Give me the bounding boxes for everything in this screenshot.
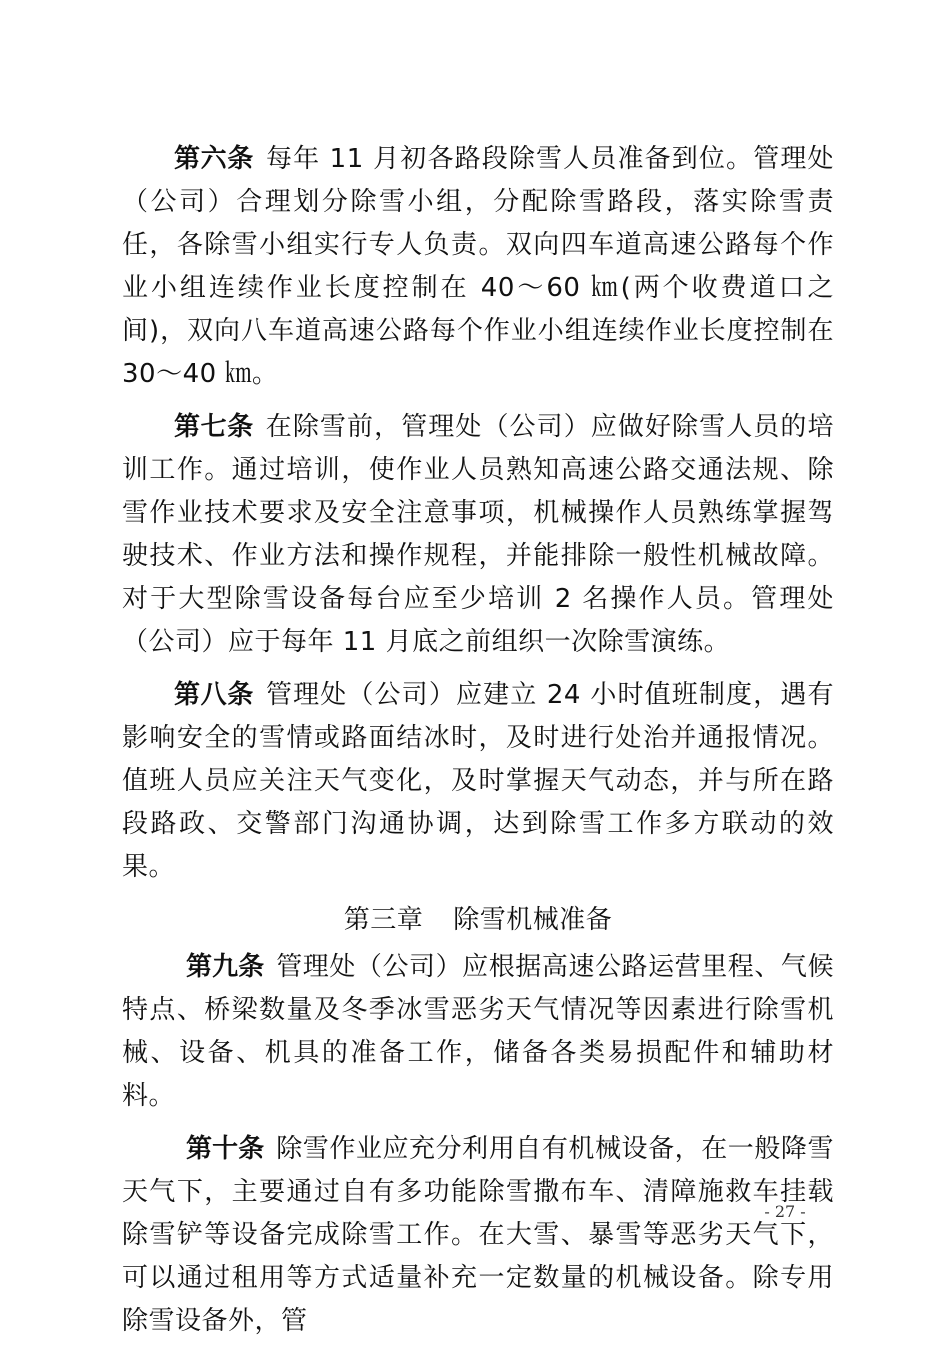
article-8 [122,674,834,889]
page-number: - 27 - [764,1202,806,1221]
article-label: 第六条 [174,144,254,174]
article-text: 在除雪前，管理处（公司）应做好除雪人员的培训工作。通过培训，使作业人员熟知高速公路交通法规、除雪作业技术要求及安全注意事项，机械操作人员熟练掌握驾驶技术、作业方法和操作规程，并能排除一般性机械故障。对于大型除雪设备每台应至少培训 2 名操作人员。管理处（公司）应于每年 11 月底之前组织一次除雪演练。 [122,412,834,657]
article-text: 管理处（公司）应建立 24 小时值班制度，遇有影响安全的雪情或路面结冰时，及时进行处治并通报情况。值班人员应关注天气变化，及时掌握天气动态，并与所在路段路政、交警部门沟通协调，达到除雪工作多方联动的效果。 [122,680,834,882]
article-9 [122,946,834,1118]
chapter-title: 除雪机械准备 [453,905,613,935]
article-label: 第八条 [174,680,254,710]
article-10 [122,1128,834,1343]
article-6 [122,138,834,396]
article-label: 第十条 [186,1134,265,1164]
article-text: 管理处（公司）应根据高速公路运营里程、气候特点、桥梁数量及冬季冰雪恶劣天气情况等因素进行除雪机械、设备、机具的准备工作，储备各类易损配件和辅助材料。 [122,952,834,1111]
article-label: 第九条 [186,952,265,982]
article-7 [122,406,834,664]
article-text: 除雪作业应充分利用自有机械设备，在一般降雪天气下，主要通过自有多功能除雪撒布车、清障施救车挂载除雪铲等设备完成除雪工作。在大雪、暴雪等恶劣天气下，可以通过租用等方式适量补充一定数量的机械设备。除专用除雪设备外，管 [122,1134,834,1336]
document-body [122,138,834,1353]
article-text: 每年 11 月初各路段除雪人员准备到位。管理处（公司）合理划分除雪小组，分配除雪路段，落实除雪责任，各除雪小组实行专人负责。双向四车道高速公路每个作业小组连续作业长度控制在 40～60 ㎞(两个收费道口之间)，双向八车道高速公路每个作业小组连续作业长度控制在 30～40 ㎞。 [122,144,834,389]
chapter-heading [122,899,834,942]
article-label: 第七条 [174,412,254,442]
chapter-number: 第三章 [343,905,424,935]
